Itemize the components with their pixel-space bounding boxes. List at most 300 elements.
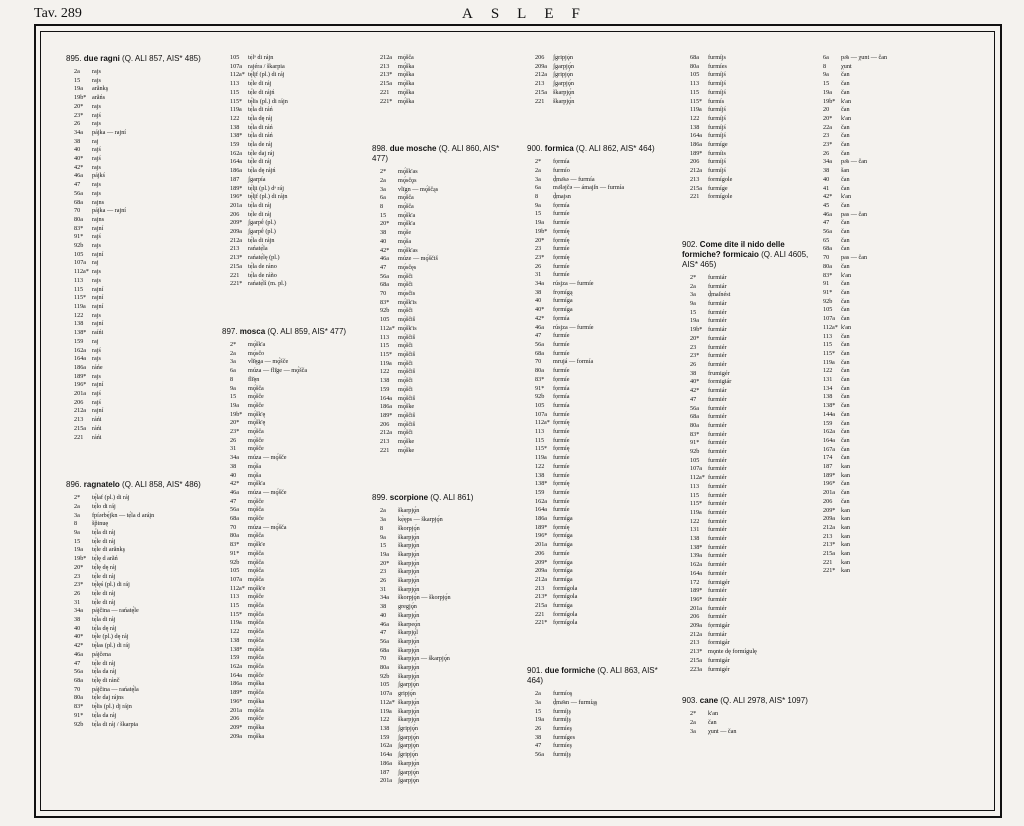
- dialect-form: škarpjǫ́n: [398, 533, 420, 541]
- location-code: 212a: [690, 630, 703, 638]
- list-item: [527, 158, 672, 167]
- entry-reference: (Q. ALI 4605, AIS* 465): [682, 249, 809, 269]
- list-item: [66, 416, 206, 425]
- location-code: 206: [535, 54, 545, 61]
- list-item: [682, 176, 812, 185]
- list-item: [527, 445, 672, 454]
- list-item: [372, 403, 517, 412]
- list-item: [682, 552, 812, 561]
- list-item: [372, 229, 517, 238]
- location-code: 92b: [380, 672, 390, 680]
- dialect-form: mǫ́šči: [398, 377, 413, 385]
- list-item: [372, 299, 517, 308]
- list-item: [527, 402, 672, 411]
- list-item: [815, 289, 945, 298]
- entry-title: [372, 493, 517, 503]
- list-item: [682, 344, 812, 353]
- dialect-form: pə̄s — χunt — čan: [841, 54, 888, 61]
- location-code: 20: [823, 106, 830, 114]
- list-item: [66, 564, 206, 573]
- location-code: 119a: [230, 106, 242, 114]
- list-item: [372, 525, 517, 534]
- dialect-form: tẹ́le daj rájns: [92, 694, 124, 702]
- dialect-form: tẹ́le di ráj: [92, 659, 116, 667]
- location-code: 91*: [74, 711, 84, 719]
- dialect-form: ʃgarpjǫ́n: [398, 742, 419, 750]
- location-code: 38: [380, 229, 387, 237]
- dialect-form: furmiár: [708, 273, 727, 281]
- location-code: 38: [74, 137, 81, 145]
- dialect-form: mǫ́šča: [248, 628, 264, 636]
- location-code: 15: [690, 308, 697, 316]
- location-code: 112a*: [380, 324, 395, 332]
- list-item: [527, 324, 672, 333]
- location-code: 42*: [535, 314, 545, 322]
- location-code: 40*: [74, 633, 84, 641]
- list-item: [682, 71, 812, 80]
- dialect-form: furmío: [553, 166, 570, 174]
- list-item: [66, 251, 206, 260]
- list-item: [372, 542, 517, 551]
- dialect-form: mǫ́ščiš: [398, 420, 416, 428]
- list-item: [66, 181, 206, 190]
- list-item: [815, 263, 945, 272]
- list-item: [372, 54, 517, 63]
- dialect-form: gripjǫ́n: [398, 690, 416, 698]
- location-code: 212a: [690, 167, 703, 175]
- dialect-form: rajś: [92, 233, 101, 241]
- location-code: 162a: [535, 497, 548, 505]
- location-code: 19a: [74, 85, 83, 93]
- location-code: 119a: [230, 619, 242, 627]
- list-item: [527, 332, 672, 341]
- dialect-form: fpíərbẹ́jkn — tẹ́la d aráįn: [92, 511, 155, 519]
- dialect-form: furmiér: [708, 343, 727, 351]
- dialect-form: formigár: [708, 639, 730, 647]
- list-item: [682, 193, 812, 202]
- list-item: [372, 603, 517, 612]
- list-item: [222, 411, 362, 420]
- location-code: 215a: [535, 88, 548, 96]
- entry-word: due formiche: [544, 666, 596, 676]
- dialect-form: fọrmígola: [553, 619, 578, 627]
- location-code: 138*: [535, 480, 548, 488]
- dialect-form: ʃgripjǫ́n: [398, 751, 418, 759]
- list-item: [372, 577, 517, 586]
- dialect-form: rańatẹ́lę (pl.): [248, 254, 280, 262]
- location-code: 3a: [535, 698, 541, 706]
- list-item: [527, 376, 672, 385]
- list-item: [682, 378, 812, 387]
- dialect-form: mǫ́šča: [248, 689, 264, 697]
- dialect-form: škarpjǫ́n: [398, 542, 420, 550]
- list-item: [222, 54, 362, 63]
- list-item: [815, 228, 945, 237]
- list-item: [682, 509, 812, 518]
- list-item: [815, 463, 945, 472]
- entry-number: 899.: [372, 493, 390, 503]
- dialect-form: tẹ́le daj ráj: [248, 149, 275, 157]
- location-code: 19a: [535, 219, 544, 227]
- list-item: [682, 141, 812, 150]
- location-code: 38: [535, 288, 542, 296]
- dialect-form: rúsjza — furmíe: [553, 323, 594, 331]
- dialect-form: k'an: [841, 114, 852, 122]
- list-item: [66, 633, 206, 642]
- location-code: 213: [535, 80, 545, 88]
- location-code: 105: [690, 456, 700, 464]
- location-code: 174: [823, 454, 833, 462]
- list-item: [222, 402, 362, 411]
- dialect-form: rajní: [92, 407, 104, 415]
- list-item: [682, 274, 812, 283]
- dialect-form: furmiár: [708, 387, 727, 395]
- list-item: [372, 769, 517, 778]
- location-code: 68a: [230, 515, 239, 523]
- dialect-form: arăńs: [92, 94, 106, 102]
- dialect-form: pas — čan: [841, 254, 868, 262]
- list-item: [66, 216, 206, 225]
- dialect-form: fọrmía: [553, 314, 570, 322]
- dialect-form: rajś: [92, 390, 101, 398]
- location-code: 112a*: [230, 584, 245, 592]
- dialect-form: rajs: [92, 372, 101, 380]
- list-item: [527, 63, 672, 72]
- list-item: [682, 309, 812, 318]
- list-item: [372, 516, 517, 525]
- location-code: 15: [380, 542, 387, 550]
- list-item: [372, 212, 517, 221]
- dialect-form: furmiér: [708, 552, 727, 560]
- dialect-form: furmiér: [708, 308, 727, 316]
- location-code: 159: [823, 419, 833, 427]
- dialect-form: rajní: [92, 250, 104, 258]
- location-code: 8: [380, 524, 384, 532]
- list-item: [527, 393, 672, 402]
- location-code: 8: [535, 193, 539, 201]
- list-item: [527, 619, 672, 628]
- location-code: 115*: [74, 294, 87, 302]
- location-code: 40*: [690, 378, 700, 386]
- location-code: 221: [535, 97, 545, 105]
- location-code: 40: [380, 611, 387, 619]
- dialect-form: tę́las (pl.) di ráj: [92, 642, 130, 650]
- dialect-form: tę́lis (pl.) dj rájn: [92, 703, 132, 711]
- list-item: [372, 368, 517, 377]
- list-item: [815, 533, 945, 542]
- dialect-form: fọrmíę: [553, 236, 570, 244]
- location-code: 115: [230, 602, 240, 610]
- list-item: [66, 642, 206, 651]
- list-item: [222, 358, 362, 367]
- dialect-form: rajś: [92, 155, 101, 163]
- list-item: [222, 263, 362, 272]
- location-code: 68a: [380, 281, 389, 289]
- list-item: [527, 228, 672, 237]
- dialect-form: fọrmíę: [553, 445, 570, 453]
- dialect-form: kan: [841, 463, 850, 471]
- dialect-form: rajns: [92, 215, 105, 223]
- dialect-form: furmiér: [708, 474, 727, 482]
- dialect-form: kan: [841, 471, 850, 479]
- list-item: [527, 725, 672, 734]
- entry-reference: (Q. ALI 860, AIS* 477): [372, 144, 500, 164]
- location-code: 56a: [535, 340, 544, 348]
- list-item: [66, 259, 206, 268]
- dialect-form: tẹ́le di rájń: [248, 88, 275, 96]
- location-code: 112a*: [823, 323, 838, 331]
- dialect-form: rajś: [92, 346, 101, 354]
- list-item: [66, 190, 206, 199]
- list-item: [372, 560, 517, 569]
- dialect-form: furmigér: [708, 665, 730, 673]
- list-item: [682, 622, 812, 631]
- dialect-form: čan: [841, 393, 850, 401]
- list-item: [66, 686, 206, 695]
- dialect-form: mǫ́ške: [398, 403, 415, 411]
- dialect-form: mǫ́šča: [248, 575, 264, 583]
- location-code: 40*: [535, 306, 545, 314]
- dialect-form: múza — mǫ́šča: [248, 523, 287, 531]
- dialect-form: mǫ́šča: [248, 384, 264, 392]
- dialect-form: šp̌inuę: [92, 520, 109, 528]
- list-item: [222, 550, 362, 559]
- location-code: 91*: [690, 439, 700, 447]
- location-code: 201a: [380, 777, 393, 785]
- location-code: 113: [823, 332, 833, 340]
- location-code: 20*: [380, 220, 390, 228]
- location-code: 119a: [380, 707, 392, 715]
- location-code: 138: [535, 471, 545, 479]
- dialect-form: mǫ́šk'a: [398, 220, 416, 228]
- location-code: 105: [380, 316, 390, 324]
- dialect-form: tẹ́le di ráj: [248, 158, 272, 166]
- list-item: [682, 570, 812, 579]
- location-code: 23*: [230, 428, 240, 436]
- location-code: 26: [535, 725, 542, 732]
- location-code: 19a: [74, 546, 83, 554]
- location-code: 70: [230, 523, 237, 531]
- dialect-form: kẹ̀ęps — škarpjǫ́n: [398, 516, 443, 524]
- location-code: 209*: [230, 219, 243, 227]
- list-item: [66, 164, 206, 173]
- location-code: 209a: [535, 567, 548, 575]
- location-code: 92b: [230, 558, 240, 566]
- list-item: [222, 280, 362, 289]
- location-code: 159: [535, 488, 545, 496]
- location-code: 209a: [535, 62, 548, 70]
- dialect-form: furmíjş: [553, 707, 571, 715]
- dialect-form: furmís: [708, 97, 725, 105]
- location-code: 159: [380, 385, 390, 393]
- location-code: 215a: [535, 602, 548, 610]
- list-item: [66, 590, 206, 599]
- location-code: 23: [690, 343, 697, 351]
- dialect-form: furmíeş: [553, 742, 572, 750]
- list-item: [222, 628, 362, 637]
- dialect-form: tẹ́la di ráj / škarpia: [92, 720, 139, 728]
- dialect-form: mǫ́ška: [398, 97, 415, 105]
- list-item: [815, 524, 945, 533]
- location-code: 68a: [535, 349, 544, 357]
- dialect-form: tẹ́la de ráño: [248, 271, 277, 279]
- location-code: 138: [230, 636, 240, 644]
- location-code: 15: [230, 393, 237, 401]
- location-code: 23*: [823, 141, 833, 149]
- list-item: [527, 611, 672, 620]
- dialect-form: mǫ́šča: [248, 706, 264, 714]
- location-code: 91*: [535, 384, 545, 392]
- dialect-form: tẹ́la de ráno: [248, 262, 277, 270]
- dialect-form: tẹ́le di ráj: [92, 589, 116, 597]
- dialect-form: mǫ́šče: [248, 497, 264, 505]
- list-item: [682, 132, 812, 141]
- location-code: 201a: [690, 604, 703, 612]
- list-item: [372, 690, 517, 699]
- dialect-form: pájka — rajní: [92, 128, 127, 136]
- list-item: [372, 186, 517, 195]
- dialect-form: fọrmíę: [553, 480, 570, 488]
- list-item: [815, 306, 945, 315]
- list-item: [682, 728, 812, 737]
- location-code: 9a: [535, 201, 541, 209]
- dialect-form: ʃgripjǫ́n: [398, 725, 418, 732]
- dialect-form: furmíe: [553, 271, 570, 279]
- dialect-form: mǫ́šče: [248, 401, 264, 409]
- list-item: [66, 355, 206, 364]
- list-item: [372, 168, 517, 177]
- list-item: [682, 431, 812, 440]
- location-code: 164a: [690, 569, 703, 577]
- dialect-form: rajéra / škarpia: [248, 62, 285, 70]
- list-item: [527, 98, 672, 107]
- location-code: 122: [380, 368, 390, 376]
- dialect-form: fọrmíga: [553, 306, 573, 314]
- dialect-form: mǫ́šča: [248, 558, 264, 566]
- dialect-form: furmiér: [708, 413, 727, 421]
- dialect-form: pájčina — rańatę́le: [92, 607, 139, 615]
- dialect-form: ʃgarpjǫ́n: [398, 733, 419, 741]
- dialect-form: tẹ́la dę rájń: [248, 167, 276, 175]
- location-code: 201a: [823, 489, 836, 497]
- location-code: 196*: [74, 381, 87, 389]
- dialect-form: fọrmía: [553, 158, 570, 166]
- list-item: [815, 559, 945, 568]
- list-item: [222, 132, 362, 141]
- list-item: [222, 567, 362, 576]
- dialect-form: čan: [841, 184, 850, 192]
- location-code: 221: [380, 446, 390, 454]
- entry-reference: (Q. ALI 858, AIS* 486): [119, 480, 201, 490]
- list-item: [815, 454, 945, 463]
- list-item: [527, 54, 672, 63]
- list-item: [222, 611, 362, 620]
- dialect-form: fọrmía: [553, 393, 570, 401]
- location-code: 215a: [230, 262, 243, 270]
- location-code: 122: [380, 716, 390, 724]
- entry-number: 896.: [66, 480, 84, 490]
- list-item: [222, 715, 362, 724]
- dialect-form: rajní: [92, 302, 104, 310]
- dialect-form: rajs: [92, 311, 101, 319]
- list-item: [372, 334, 517, 343]
- location-code: 213: [74, 416, 84, 424]
- dialect-form: furmíe: [553, 506, 570, 514]
- dialect-form: tę́lįf (pl.) di rájn: [248, 193, 288, 201]
- location-code: 92b: [535, 393, 545, 401]
- location-code: 91: [823, 280, 830, 288]
- list-item: [682, 352, 812, 361]
- location-code: 138: [230, 123, 240, 131]
- location-code: 112a*: [690, 474, 705, 482]
- list-item: [682, 492, 812, 501]
- list-item: [222, 524, 362, 533]
- list-item: [815, 541, 945, 550]
- dialect-form: raj: [92, 259, 99, 267]
- list-item: [682, 526, 812, 535]
- location-code: 46a: [74, 650, 83, 658]
- entry-number: 897.: [222, 326, 240, 336]
- location-code: 45: [823, 201, 830, 209]
- location-code: 115*: [230, 610, 243, 618]
- dialect-form: furmiér: [708, 482, 727, 490]
- location-code: 115: [230, 88, 240, 96]
- list-item: [527, 411, 672, 420]
- entry-title: [66, 480, 206, 490]
- location-code: 2a: [74, 68, 80, 75]
- list-item: [682, 579, 812, 588]
- location-code: 119a: [690, 106, 702, 114]
- list-item: [527, 708, 672, 717]
- location-code: 15: [74, 537, 81, 545]
- location-code: 138: [690, 535, 700, 543]
- dialect-form: ʃgripjǫ́n: [553, 71, 573, 79]
- location-code: 105: [690, 71, 700, 79]
- dialect-form: čan: [841, 341, 850, 349]
- location-code: 46a: [380, 620, 389, 628]
- dialect-form: múza — flī̆ge — mǫ́šča: [248, 367, 308, 375]
- location-code: 164a: [230, 158, 243, 166]
- list-item: [682, 80, 812, 89]
- dialect-form: furmíe: [553, 262, 570, 270]
- dialect-form: furmíga: [553, 602, 573, 610]
- location-code: 46a: [380, 255, 389, 263]
- list-item: [222, 472, 362, 481]
- list-item: [815, 272, 945, 281]
- dialect-form: čan: [841, 141, 850, 149]
- location-code: 91*: [230, 549, 240, 557]
- list-item: [372, 438, 517, 447]
- location-code: 92b: [380, 307, 390, 315]
- list-item: [815, 80, 945, 89]
- location-code: 113: [230, 593, 240, 601]
- list-item: [66, 434, 206, 443]
- location-code: 113: [380, 333, 390, 341]
- location-code: 122: [230, 114, 240, 122]
- dialect-form: mǫ́šča: [248, 532, 264, 540]
- location-code: 115*: [823, 349, 836, 357]
- location-code: 70: [74, 685, 81, 693]
- list-item: [682, 291, 812, 300]
- dialect-form: furmíe: [553, 367, 570, 375]
- location-code: 213: [690, 175, 700, 183]
- dialect-form: mǫ́šča: [248, 654, 264, 662]
- list-item: [372, 447, 517, 456]
- location-code: 34a: [380, 594, 389, 602]
- list-item: [66, 94, 206, 103]
- location-code: 113: [535, 428, 545, 436]
- dialect-form: rajs: [92, 76, 101, 84]
